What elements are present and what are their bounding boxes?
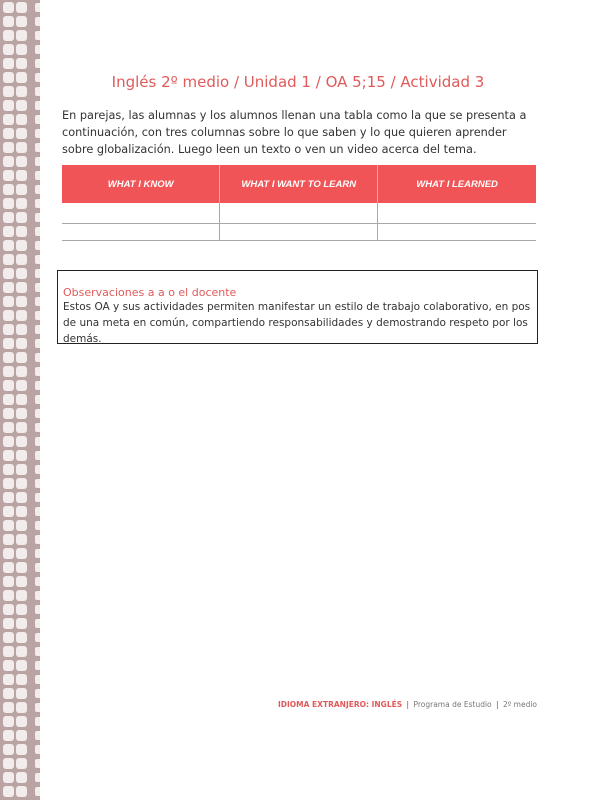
- strip-pattern-cell: [16, 156, 27, 167]
- strip-pattern-cell: [16, 338, 27, 349]
- strip-pattern-tab: [35, 143, 40, 152]
- strip-pattern-cell: [3, 16, 14, 27]
- strip-pattern-tab: [35, 185, 40, 194]
- strip-pattern-tab: [35, 283, 40, 292]
- observations-heading: Observaciones a a o el docente: [63, 286, 237, 299]
- strip-pattern-cell: [16, 688, 27, 699]
- strip-pattern-cell: [16, 716, 27, 727]
- strip-pattern-cell: [16, 660, 27, 671]
- footer-program: Programa de Estudio: [413, 700, 492, 709]
- page-footer: [278, 700, 537, 709]
- strip-pattern-cell: [16, 282, 27, 293]
- strip-pattern-cell: [3, 156, 14, 167]
- strip-pattern-tab: [35, 577, 40, 586]
- strip-pattern-cell: [3, 618, 14, 629]
- strip-pattern-cell: [3, 744, 14, 755]
- strip-pattern-cell: [16, 324, 27, 335]
- decorative-side-strip: [0, 0, 40, 800]
- strip-pattern-tab: [35, 437, 40, 446]
- strip-pattern-cell: [16, 212, 27, 223]
- strip-pattern-tab: [35, 353, 40, 362]
- footer-separator: |: [496, 700, 499, 709]
- strip-pattern-tab: [35, 269, 40, 278]
- strip-pattern-tab: [35, 17, 40, 26]
- strip-pattern-tab: [35, 493, 40, 502]
- strip-pattern-cell: [16, 30, 27, 41]
- strip-pattern-cell: [3, 128, 14, 139]
- strip-pattern-cell: [16, 674, 27, 685]
- strip-pattern-cell: [16, 576, 27, 587]
- strip-pattern-tab: [35, 45, 40, 54]
- strip-pattern-tab: [35, 591, 40, 600]
- strip-pattern-tab: [35, 717, 40, 726]
- strip-pattern-cell: [3, 478, 14, 489]
- strip-pattern-cell: [3, 44, 14, 55]
- strip-pattern-cell: [16, 366, 27, 377]
- strip-pattern-tab: [35, 59, 40, 68]
- strip-pattern-tab: [35, 465, 40, 474]
- strip-pattern-cell: [3, 212, 14, 223]
- strip-pattern-tab: [35, 157, 40, 166]
- strip-pattern-cell: [3, 520, 14, 531]
- strip-pattern-tab: [35, 199, 40, 208]
- column-header-learned: WHAT I LEARNED: [378, 165, 536, 203]
- strip-pattern-cell: [3, 576, 14, 587]
- strip-pattern-cell: [3, 184, 14, 195]
- strip-pattern-cell: [16, 352, 27, 363]
- strip-pattern-cell: [16, 394, 27, 405]
- strip-pattern-cell: [16, 744, 27, 755]
- strip-pattern-tab: [35, 311, 40, 320]
- table-cell: [62, 224, 220, 241]
- strip-pattern-cell: [16, 114, 27, 125]
- strip-pattern-tab: [35, 521, 40, 530]
- strip-pattern-tab: [35, 619, 40, 628]
- strip-pattern-cell: [3, 660, 14, 671]
- strip-pattern-cell: [16, 408, 27, 419]
- strip-pattern-tab: [35, 787, 40, 796]
- strip-pattern-cell: [3, 492, 14, 503]
- table-row: [62, 203, 536, 224]
- table-cell: [378, 203, 536, 224]
- strip-pattern-cell: [3, 786, 14, 797]
- observations-text: Estos OA y sus actividades permiten manifestar un estilo de trabajo colaborativo, en pos de una meta en común, compartiendo responsabilidades y demostrando respeto por los demás.: [63, 301, 531, 345]
- strip-pattern-tab: [35, 563, 40, 572]
- strip-pattern-cell: [3, 2, 14, 13]
- strip-pattern-tab: [35, 213, 40, 222]
- footer-separator: |: [406, 700, 410, 709]
- strip-pattern-tab: [35, 339, 40, 348]
- strip-pattern-cell: [16, 618, 27, 629]
- strip-pattern-cell: [3, 296, 14, 307]
- strip-pattern-tab: [35, 255, 40, 264]
- strip-pattern-tab: [35, 479, 40, 488]
- strip-pattern-cell: [3, 534, 14, 545]
- column-header-know: WHAT I KNOW: [62, 165, 220, 203]
- strip-pattern-cell: [3, 198, 14, 209]
- strip-pattern-tab: [35, 507, 40, 516]
- strip-pattern-tab: [35, 675, 40, 684]
- strip-pattern-cell: [3, 58, 14, 69]
- strip-pattern-tab: [35, 451, 40, 460]
- strip-pattern-cell: [3, 632, 14, 643]
- strip-pattern-cell: [3, 394, 14, 405]
- teacher-observations-box: [57, 270, 538, 344]
- strip-pattern-tab: [35, 241, 40, 250]
- strip-pattern-cell: [16, 450, 27, 461]
- strip-pattern-cell: [16, 478, 27, 489]
- page-title: Inglés 2º medio / Unidad 1 / OA 5;15 / Actividad 3: [111, 73, 485, 91]
- strip-pattern-tab: [35, 3, 40, 12]
- strip-pattern-tab: [35, 227, 40, 236]
- strip-pattern-tab: [35, 633, 40, 642]
- strip-pattern-cell: [16, 58, 27, 69]
- strip-pattern-cell: [16, 464, 27, 475]
- strip-pattern-cell: [3, 380, 14, 391]
- strip-pattern-cell: [16, 44, 27, 55]
- strip-pattern-cell: [3, 604, 14, 615]
- strip-pattern-cell: [3, 282, 14, 293]
- strip-pattern-cell: [16, 506, 27, 517]
- strip-pattern-cell: [16, 226, 27, 237]
- strip-pattern-tab: [35, 703, 40, 712]
- strip-pattern-cell: [3, 450, 14, 461]
- strip-pattern-cell: [3, 408, 14, 419]
- strip-pattern-tab: [35, 549, 40, 558]
- strip-pattern-tab: [35, 101, 40, 110]
- table-header-row: [62, 165, 536, 203]
- strip-pattern-cell: [3, 170, 14, 181]
- strip-pattern-tab: [35, 759, 40, 768]
- strip-pattern-cell: [3, 506, 14, 517]
- strip-pattern-cell: [16, 436, 27, 447]
- strip-pattern-tab: [35, 745, 40, 754]
- strip-pattern-cell: [16, 590, 27, 601]
- strip-pattern-cell: [16, 142, 27, 153]
- strip-pattern-cell: [3, 366, 14, 377]
- strip-pattern-cell: [3, 758, 14, 769]
- strip-pattern-tab: [35, 87, 40, 96]
- strip-pattern-tab: [35, 731, 40, 740]
- strip-pattern-tab: [35, 661, 40, 670]
- strip-pattern-cell: [16, 646, 27, 657]
- footer-grade: 2º medio: [502, 700, 537, 709]
- table-cell: [378, 224, 536, 241]
- table-row: [62, 224, 536, 241]
- strip-pattern-cell: [3, 338, 14, 349]
- column-header-want-to-learn: WHAT I WANT TO LEARN: [220, 165, 378, 203]
- strip-pattern-tab: [35, 773, 40, 782]
- strip-pattern-tab: [35, 395, 40, 404]
- strip-pattern-cell: [16, 268, 27, 279]
- strip-pattern-cell: [3, 310, 14, 321]
- strip-pattern-cell: [16, 632, 27, 643]
- strip-pattern-cell: [16, 240, 27, 251]
- table-cell: [220, 203, 378, 224]
- strip-pattern-cell: [3, 422, 14, 433]
- strip-pattern-cell: [3, 716, 14, 727]
- strip-pattern-tab: [35, 297, 40, 306]
- strip-pattern-tab: [35, 381, 40, 390]
- strip-pattern-cell: [16, 758, 27, 769]
- strip-pattern-tab: [35, 689, 40, 698]
- strip-pattern-tab: [35, 73, 40, 82]
- strip-pattern-tab: [35, 325, 40, 334]
- strip-pattern-cell: [3, 646, 14, 657]
- strip-pattern-cell: [3, 142, 14, 153]
- strip-pattern-tab: [35, 535, 40, 544]
- strip-pattern-cell: [16, 534, 27, 545]
- strip-pattern-cell: [3, 590, 14, 601]
- strip-pattern-cell: [16, 380, 27, 391]
- strip-pattern-cell: [3, 352, 14, 363]
- strip-pattern-cell: [3, 268, 14, 279]
- strip-pattern-cell: [16, 772, 27, 783]
- strip-pattern-cell: [3, 562, 14, 573]
- strip-pattern-cell: [3, 772, 14, 783]
- strip-pattern-cell: [16, 86, 27, 97]
- strip-pattern-cell: [16, 16, 27, 27]
- strip-pattern-cell: [16, 72, 27, 83]
- strip-pattern-cell: [16, 702, 27, 713]
- strip-pattern-cell: [16, 548, 27, 559]
- strip-pattern-cell: [16, 730, 27, 741]
- strip-pattern-cell: [16, 310, 27, 321]
- strip-pattern-cell: [3, 730, 14, 741]
- strip-pattern-cell: [16, 296, 27, 307]
- strip-pattern-tab: [35, 115, 40, 124]
- strip-pattern-cell: [3, 114, 14, 125]
- strip-pattern-cell: [3, 86, 14, 97]
- strip-pattern-cell: [3, 254, 14, 265]
- strip-pattern-tab: [35, 423, 40, 432]
- strip-pattern-cell: [16, 604, 27, 615]
- strip-pattern-cell: [3, 436, 14, 447]
- strip-pattern-cell: [16, 2, 27, 13]
- strip-pattern-tab: [35, 31, 40, 40]
- strip-pattern-cell: [16, 128, 27, 139]
- strip-pattern-cell: [3, 702, 14, 713]
- strip-pattern-tab: [35, 367, 40, 376]
- strip-pattern-cell: [16, 422, 27, 433]
- strip-pattern-tab: [35, 409, 40, 418]
- strip-pattern-cell: [16, 170, 27, 181]
- strip-pattern-cell: [16, 786, 27, 797]
- strip-pattern-cell: [16, 184, 27, 195]
- strip-pattern-cell: [16, 254, 27, 265]
- footer-subject: IDIOMA EXTRANJERO: INGLÉS: [278, 700, 403, 709]
- activity-instructions: En parejas, las alumnas y los alumnos llenan una tabla como la que se presenta a continuación, con tres columnas sobre lo que saben y lo que quieren aprender sobre globalización. Luego leen un texto o ven un video acerca del tema.: [62, 109, 527, 156]
- strip-pattern-cell: [3, 464, 14, 475]
- strip-pattern-cell: [3, 674, 14, 685]
- strip-pattern-tab: [35, 605, 40, 614]
- strip-pattern-cell: [16, 520, 27, 531]
- strip-pattern-cell: [16, 492, 27, 503]
- strip-pattern-cell: [3, 226, 14, 237]
- strip-pattern-cell: [3, 688, 14, 699]
- strip-pattern-cell: [16, 198, 27, 209]
- strip-pattern-cell: [3, 240, 14, 251]
- strip-pattern-tab: [35, 647, 40, 656]
- strip-pattern-tab: [35, 171, 40, 180]
- strip-pattern-cell: [16, 100, 27, 111]
- table-cell: [220, 224, 378, 241]
- strip-pattern-cell: [3, 30, 14, 41]
- table-cell: [62, 203, 220, 224]
- strip-pattern-cell: [3, 548, 14, 559]
- strip-pattern-cell: [3, 100, 14, 111]
- strip-pattern-tab: [35, 129, 40, 138]
- strip-pattern-cell: [16, 562, 27, 573]
- strip-pattern-cell: [3, 324, 14, 335]
- strip-pattern-cell: [3, 72, 14, 83]
- kwl-table: [62, 165, 536, 241]
